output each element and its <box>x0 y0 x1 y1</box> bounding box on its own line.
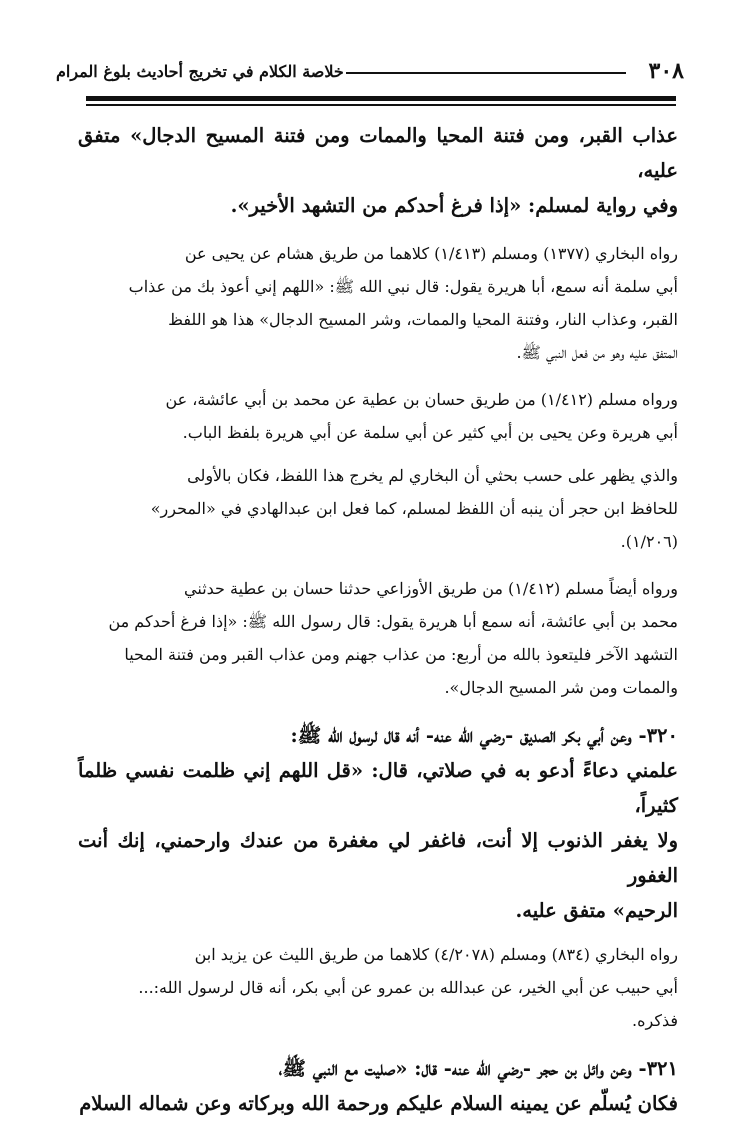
text-line: ٣٢١- وعن وائل بن حجر -رضي الله عنه- قال: «صليت مع النبي ﷺ، <box>278 1057 678 1080</box>
text-line: للحافظ ابن حجر أن ينبه أن اللفظ لمسلم، كما فعل ابن عبدالهادي في «المحرر» <box>150 499 678 518</box>
text-line: الرحيم» متفق عليه. <box>515 899 678 922</box>
text-line: المتفق عليه وهو من فعل النبي ﷺ. <box>516 343 678 362</box>
text-line: ولا يغفر الذنوب إلا أنت، فاغفر لي مغفرة من عندك وارحمني، إنك أنت الغفور <box>78 829 678 887</box>
text-line: علمني دعاءً أدعو به في صلاتي، قال: «قل اللهم إني ظلمت نفسي ظلماً كثيراً، <box>78 759 678 817</box>
text-line: فذكره. <box>632 1011 678 1030</box>
running-title: خلاصة الكلام في تخريج أحاديث بلوغ المرام <box>56 62 344 81</box>
page-number: ٣٠٨ <box>648 58 684 84</box>
text-line: والذي يظهر على حسب بحثي أن البخاري لم يخرج هذا اللفظ، فكان بالأولى <box>187 466 678 485</box>
text-line: أبي هريرة وعن يحيى بن أبي كثير عن أبي سلمة عن أبي هريرة بلفظ الباب. <box>182 423 678 442</box>
text-line: أبي سلمة أنه سمع، أبا هريرة يقول: قال نبي الله ﷺ: «اللهم إني أعوذ بك من عذاب <box>128 277 678 296</box>
header-rule-thick <box>86 96 676 101</box>
paragraph-author-note <box>78 459 678 558</box>
paragraph-hadith-end <box>78 118 678 223</box>
text-line: وفي رواية لمسلم: «إذا فرغ أحدكم من التشهد الأخير». <box>230 194 678 217</box>
text-line: رواه البخاري (١٣٧٧) ومسلم (١/٤١٣) كلاهما من طريق هشام عن يحيى عن <box>184 244 678 263</box>
text-line: ورواه مسلم (١/٤١٢) من طريق حسان بن عطية عن محمد بن أبي عائشة، عن <box>165 390 678 409</box>
paragraph-takhrij-bukhari <box>78 237 678 369</box>
header-dash <box>346 72 626 74</box>
paragraph-takhrij-awzai <box>78 572 678 704</box>
paragraph-hadith-321 <box>78 1051 678 1121</box>
text-line: (١/٢٠٦). <box>620 532 678 551</box>
text-line: والممات ومن شر المسيح الدجال». <box>444 678 678 697</box>
text-line: رواه البخاري (٨٣٤) ومسلم (٤/٢٠٧٨) كلاهما من طريق الليث عن يزيد ابن <box>194 945 678 964</box>
paragraph-takhrij-320 <box>78 938 678 1037</box>
text-line: ورواه أيضاً مسلم (١/٤١٢) من طريق الأوزاعي حدثنا حسان بن عطية حدثني <box>184 579 678 598</box>
text-line: فكان يُسلّم عن يمينه السلام عليكم ورحمة الله وبركاته وعن شماله السلام <box>79 1092 678 1115</box>
paragraph-hadith-320 <box>78 718 678 928</box>
text-line: عذاب القبر، ومن فتنة المحيا والممات ومن فتنة المسيح الدجال» متفق عليه، <box>78 124 678 182</box>
header-rule-thin <box>86 104 676 106</box>
page-header <box>56 54 684 94</box>
text-line: التشهد الآخر فليتعوذ بالله من أربع: من عذاب جهنم ومن عذاب القبر ومن فتنة المحيا <box>124 645 678 664</box>
paragraph-takhrij-muslim <box>78 383 678 449</box>
text-line: محمد بن أبي عائشة، أنه سمع أبا هريرة يقول: قال رسول الله ﷺ: «إذا فرغ أحدكم من <box>108 612 678 631</box>
text-line: القبر، وعذاب النار، وفتنة المحيا والممات، وشر المسيح الدجال» هذا هو اللفظ <box>168 310 678 329</box>
text-line: ٣٢٠- وعن أبي بكر الصديق -رضي الله عنه- أنه قال لرسول الله ﷺ: <box>290 724 678 747</box>
text-line: أبي حبيب عن أبي الخير، عن عبدالله بن عمرو عن أبي بكر، أنه قال لرسول الله:... <box>138 978 678 997</box>
page-body <box>78 118 678 1135</box>
